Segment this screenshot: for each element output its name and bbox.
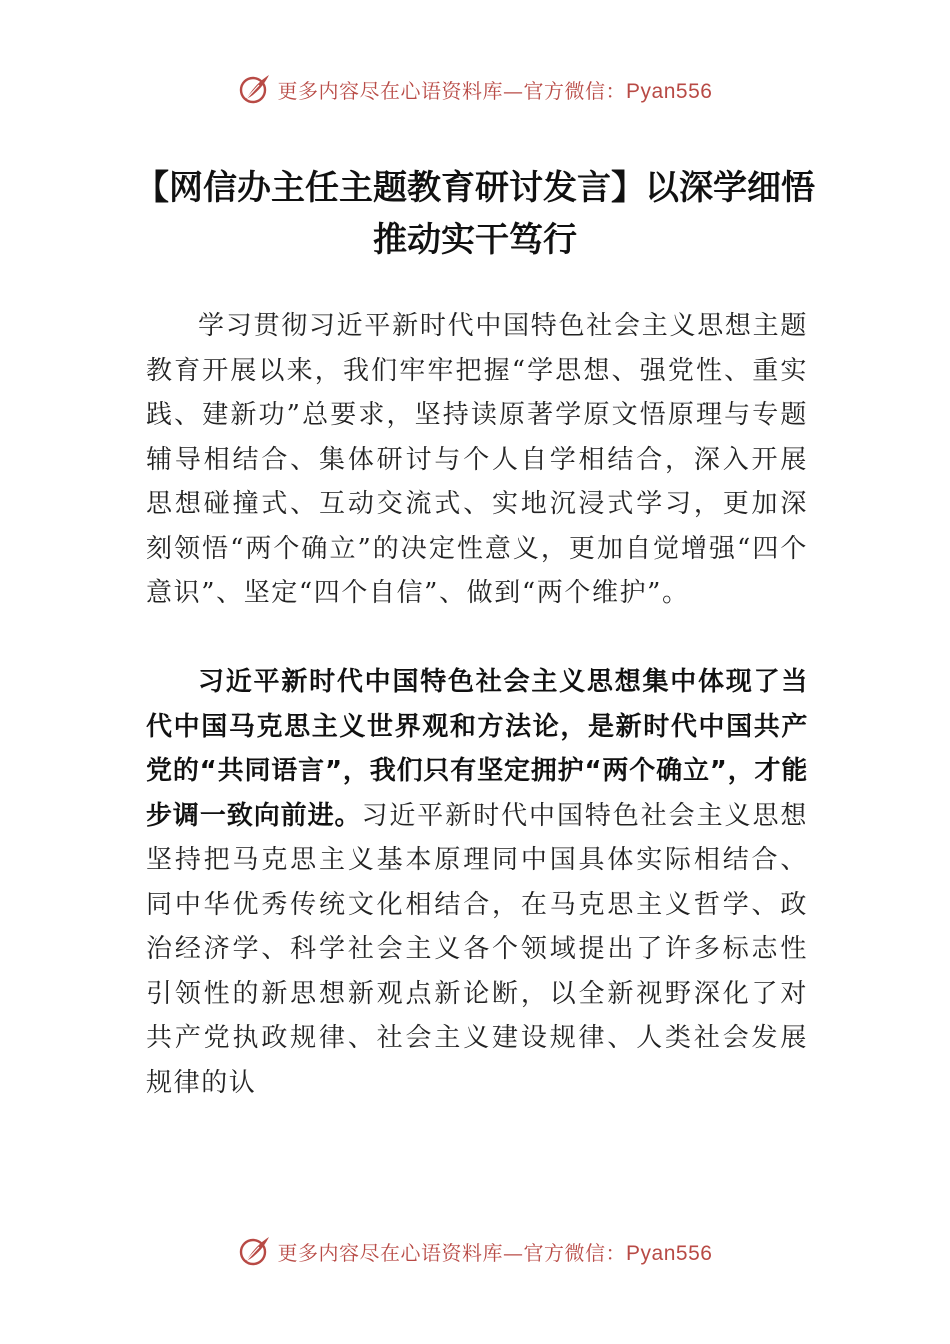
header-banner-text: 更多内容尽在心语资料库—官方微信：Pyan556 xyxy=(277,78,713,103)
paragraph-1-text: 学习贯彻习近平新时代中国特色社会主义思想主题教育开展以来，我们牢牢把握“学思想、强党性、重实践、建新功”总要求，坚持读原著学原文悟原理与专题辅导相结合、集体研讨与个人自学相结合，深入开展思想碰撞式、互动交流式、实地沉浸式学习，更加深刻领悟“两个确立”的决定性意义，更加自觉增强“四个意识”、坚定“四个自信”、做到“两个维护”。 xyxy=(146,311,808,608)
header-wechat-id: Pyan556 xyxy=(626,79,713,103)
paragraph-1 xyxy=(146,304,808,616)
quill-logo-icon xyxy=(238,72,272,106)
quill-logo-icon xyxy=(238,1234,272,1268)
paragraph-2-text: 习近平新时代中国特色社会主义思想坚持把马克思主义基本原理同中国具体实际相结合、同中华优秀传统文化相结合，在马克思主义哲学、政治经济学、科学社会主义各个领域提出了许多标志性引领性的新思想新观点新论断，以全新视野深化了对共产党执政规律、社会主义建设规律、人类社会发展规律的认 xyxy=(146,800,808,1098)
paragraph-2-lead: 习近平新时代中国特色社会主义思想集中体现了当代中国马克思主义世界观和方法论，是新时代中国共产党的“共同语言”，我们只有坚定拥护“两个确立”，才能步调一致向前进。 xyxy=(146,667,808,831)
footer-banner xyxy=(0,1234,950,1268)
paragraph-2 xyxy=(146,660,808,1105)
footer-banner-text: 更多内容尽在心语资料库—官方微信：Pyan556 xyxy=(277,1240,713,1265)
header-banner xyxy=(0,72,950,106)
footer-wechat-id: Pyan556 xyxy=(626,1241,713,1265)
document-title: 【网信办主任主题教育研讨发言】以深学细悟推动实干笃行 xyxy=(135,168,815,260)
